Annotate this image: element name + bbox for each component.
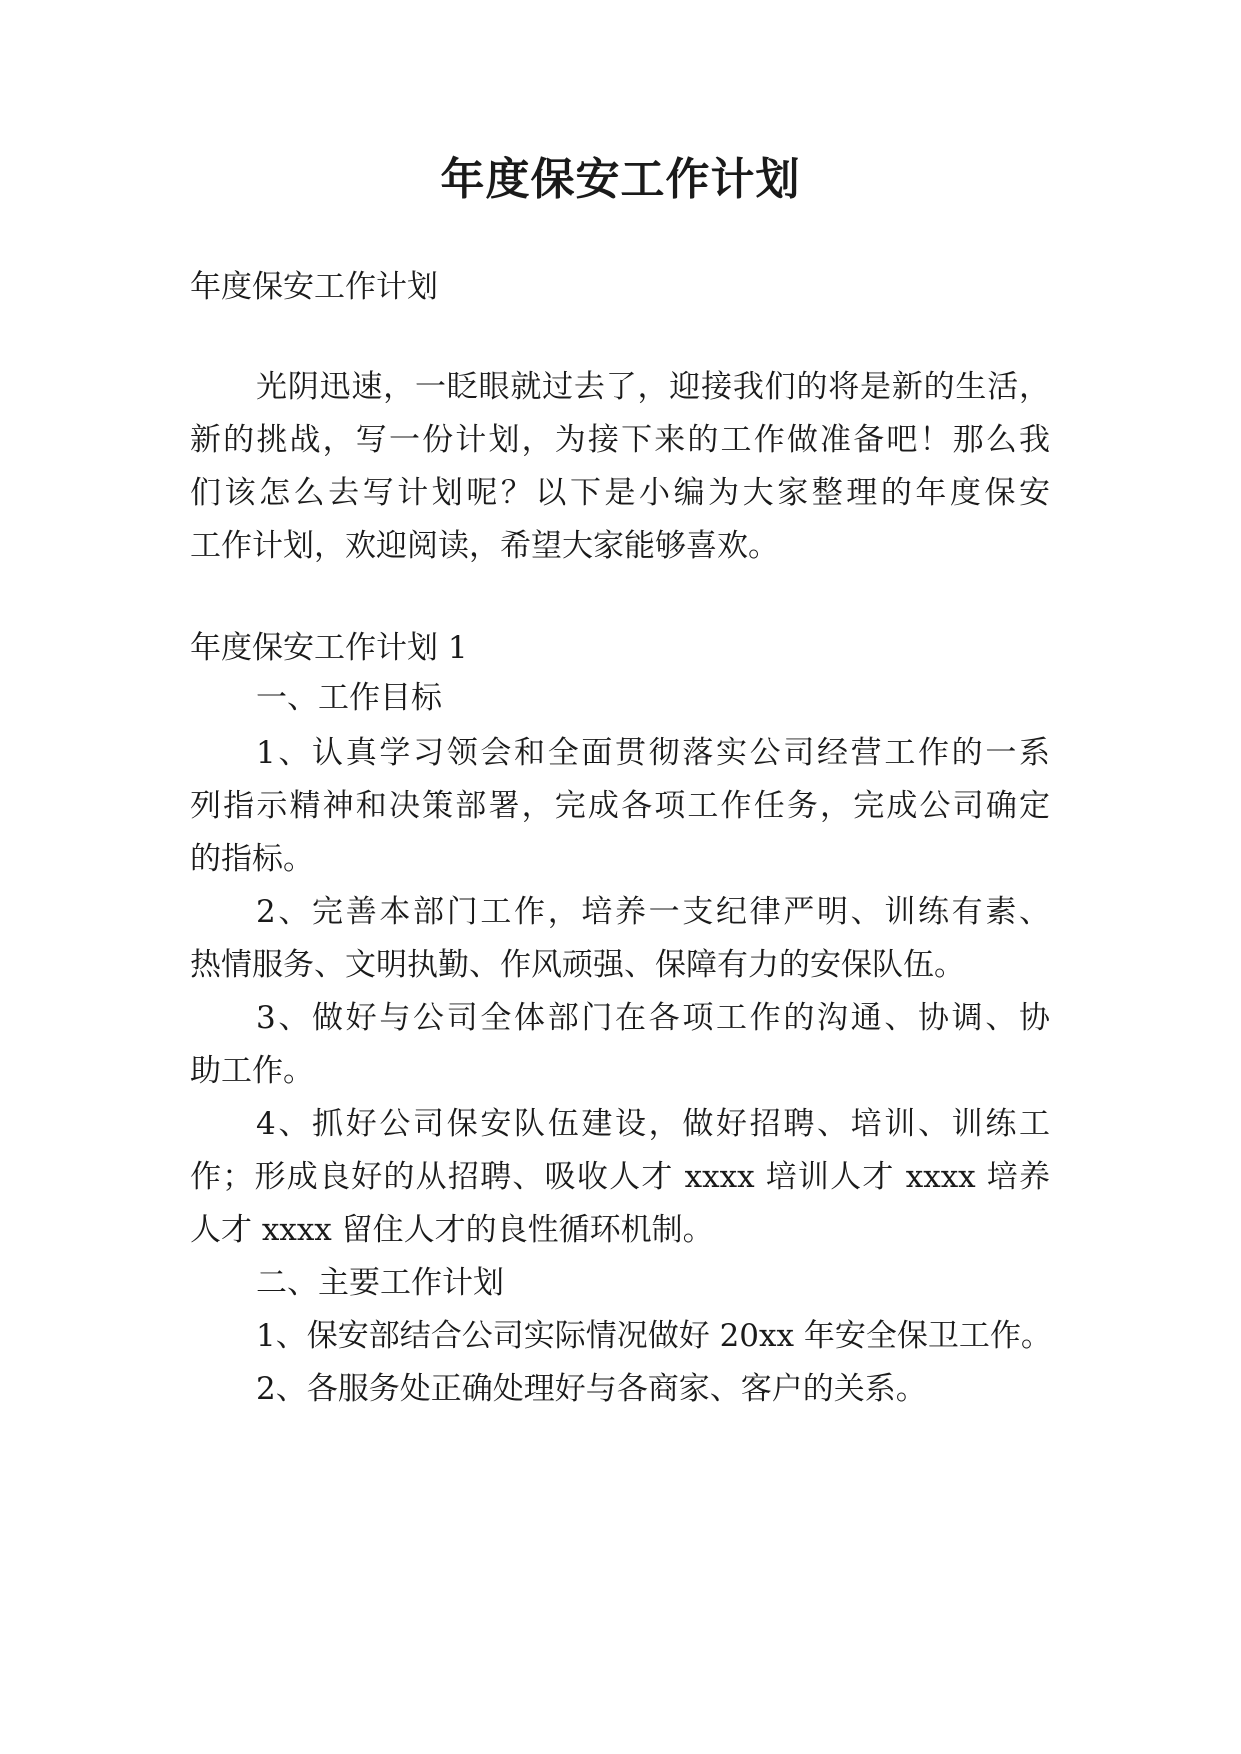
goal-item-2-line: 2、完善本部门工作，培养一支纪律严明、训练有素、 [256, 894, 1050, 930]
heading-main-plan: 二、主要工作计划 [256, 1265, 504, 1301]
document-title: 年度保安工作计划 [440, 154, 801, 205]
intro-line: 们该怎么去写计划呢？以下是小编为大家整理的年度保安 [190, 475, 1050, 511]
goal-item-2-line: 热情服务、文明执勤、作风顽强、保障有力的安保队伍。 [190, 947, 965, 983]
goal-item-4-line: 4、抓好公司保安队伍建设，做好招聘、培训、训练工 [256, 1106, 1050, 1142]
goal-item-3-line: 助工作。 [190, 1053, 314, 1089]
goal-item-1-line: 列指示精神和决策部署，完成各项工作任务，完成公司确定 [190, 788, 1050, 824]
goal-item-1-line: 1、认真学习领会和全面贯彻落实公司经营工作的一系 [256, 735, 1050, 771]
plan-item-2: 2、各服务处正确处理好与各商家、客户的关系。 [256, 1371, 927, 1407]
document-subtitle: 年度保安工作计划 [190, 269, 438, 305]
section-title: 年度保安工作计划 1 [190, 630, 468, 666]
goal-item-4-line: 作；形成良好的从招聘、吸收人才 xxxx 培训人才 xxxx 培养 [190, 1159, 1050, 1195]
intro-line: 光阴迅速，一眨眼就过去了，迎接我们的将是新的生活， [256, 369, 1050, 405]
intro-line: 新的挑战，写一份计划，为接下来的工作做准备吧！那么我 [190, 422, 1050, 458]
heading-goals: 一、工作目标 [256, 680, 442, 716]
goal-item-1-line: 的指标。 [190, 841, 314, 877]
plan-item-1: 1、保安部结合公司实际情况做好 20xx 年安全保卫工作。 [256, 1318, 1052, 1354]
goal-item-4-line: 人才 xxxx 留住人才的良性循环机制。 [190, 1212, 714, 1248]
intro-line: 工作计划，欢迎阅读，希望大家能够喜欢。 [190, 528, 779, 564]
goal-item-3-line: 3、做好与公司全体部门在各项工作的沟通、协调、协 [256, 1000, 1050, 1036]
